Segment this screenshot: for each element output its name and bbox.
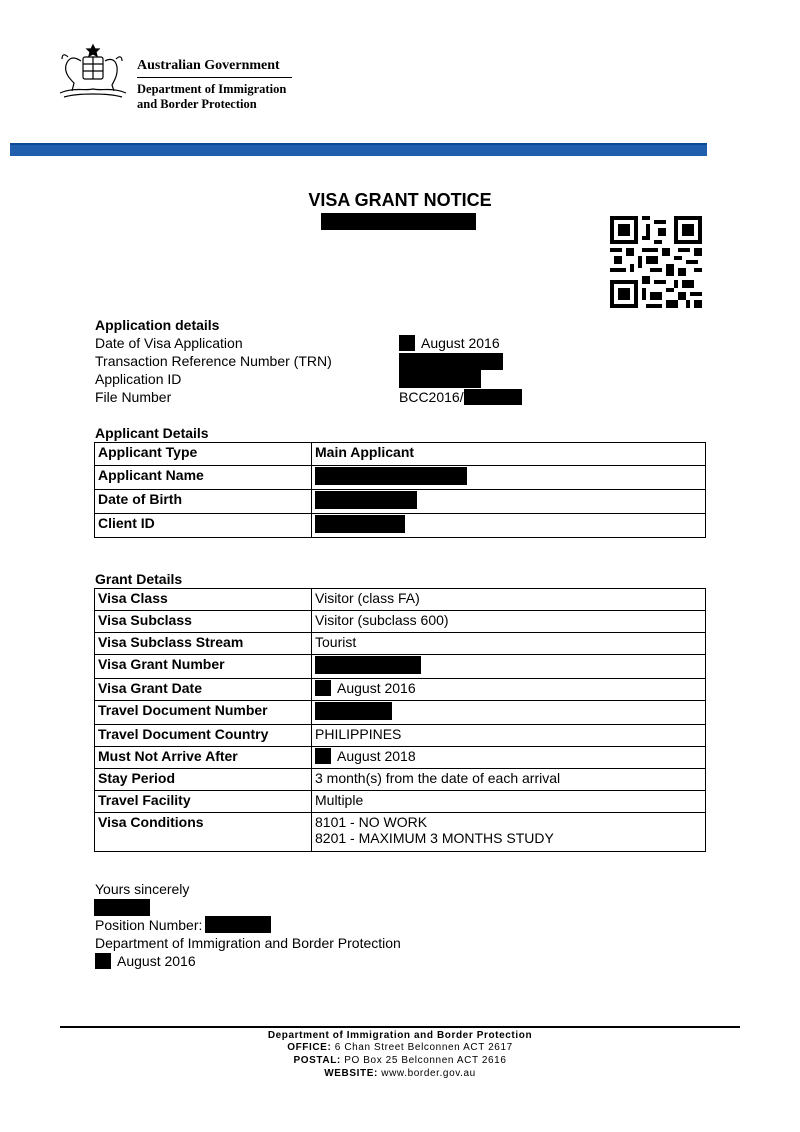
visa-condition-item: 8201 - MAXIMUM 3 MONTHS STUDY bbox=[315, 830, 554, 846]
table-row bbox=[95, 701, 706, 725]
applicant-name-label: Applicant Name bbox=[95, 466, 312, 490]
must-not-arrive-after-value: August 2018 bbox=[312, 747, 706, 769]
travel-facility-label: Travel Facility bbox=[95, 791, 312, 813]
visa-grant-number-value bbox=[312, 655, 706, 679]
redaction-box bbox=[321, 213, 476, 230]
applicant-details-table bbox=[94, 442, 706, 538]
department-name-line2: and Border Protection bbox=[137, 97, 257, 111]
redaction-box bbox=[464, 389, 522, 405]
redaction-box bbox=[315, 680, 331, 696]
application-details-heading: Application details bbox=[95, 317, 220, 333]
travel-document-number-label: Travel Document Number bbox=[95, 701, 312, 725]
table-row bbox=[95, 725, 706, 747]
table-row bbox=[95, 611, 706, 633]
redaction-box bbox=[205, 916, 271, 933]
redaction-box bbox=[399, 370, 481, 388]
redaction-box bbox=[315, 748, 331, 764]
redaction-box bbox=[315, 491, 417, 509]
visa-grant-number-label: Visa Grant Number bbox=[95, 655, 312, 679]
stay-period-value: 3 month(s) from the date of each arrival bbox=[312, 769, 706, 791]
visa-conditions-value bbox=[312, 813, 706, 852]
applicant-type-label: Applicant Type bbox=[95, 443, 312, 466]
closing-text: Yours sincerely bbox=[95, 881, 190, 897]
redaction-box bbox=[315, 515, 405, 533]
footer-postal: POSTAL: PO Box 25 Belconnen ACT 2616 bbox=[293, 1055, 507, 1066]
header-rule bbox=[137, 77, 292, 78]
travel-facility-value: Multiple bbox=[312, 791, 706, 813]
table-row bbox=[95, 633, 706, 655]
grant-details-heading: Grant Details bbox=[95, 571, 183, 587]
trn-label: Transaction Reference Number (TRN) bbox=[95, 353, 332, 369]
date-of-birth-label: Date of Birth bbox=[95, 490, 312, 514]
applicant-name-value bbox=[312, 466, 706, 490]
redaction-box bbox=[399, 335, 415, 351]
signoff-department: Department of Immigration and Border Protection bbox=[95, 935, 401, 951]
visa-subclass-label: Visa Subclass bbox=[95, 611, 312, 633]
position-number: Position Number: bbox=[95, 916, 271, 934]
table-row bbox=[95, 466, 706, 490]
department-name-line1: Department of Immigration bbox=[137, 82, 287, 96]
table-row bbox=[95, 747, 706, 769]
redaction-box bbox=[399, 353, 503, 370]
redaction-box bbox=[315, 656, 421, 674]
travel-document-number-value bbox=[312, 701, 706, 725]
client-id-label: Client ID bbox=[95, 514, 312, 538]
table-row bbox=[95, 490, 706, 514]
file-number-value: BCC2016/ bbox=[399, 388, 522, 406]
footer-department: Department of Immigration and Border Protection bbox=[267, 1030, 533, 1041]
travel-document-country-value: PHILIPPINES bbox=[312, 725, 706, 747]
visa-subclass-stream-value: Tourist bbox=[312, 633, 706, 655]
must-not-arrive-after-label: Must Not Arrive After bbox=[95, 747, 312, 769]
page-title: VISA GRANT NOTICE bbox=[308, 190, 492, 210]
qr-code-icon bbox=[610, 216, 702, 308]
table-row bbox=[95, 655, 706, 679]
table-row bbox=[95, 679, 706, 701]
coat-of-arms-icon bbox=[54, 43, 132, 101]
applicant-type-value: Main Applicant bbox=[312, 443, 706, 466]
table-row bbox=[95, 443, 706, 466]
file-number-label: File Number bbox=[95, 389, 172, 405]
table-row bbox=[95, 813, 706, 852]
visa-subclass-value: Visitor (subclass 600) bbox=[312, 611, 706, 633]
redaction-box bbox=[315, 702, 392, 720]
government-title: Australian Government bbox=[137, 58, 280, 73]
table-row bbox=[95, 769, 706, 791]
visa-application-date-label: Date of Visa Application bbox=[95, 335, 243, 351]
table-row bbox=[95, 791, 706, 813]
footer-website: WEBSITE: www.border.gov.au bbox=[324, 1068, 476, 1079]
date-of-birth-value bbox=[312, 490, 706, 514]
table-row bbox=[95, 514, 706, 538]
footer-rule bbox=[60, 1026, 740, 1028]
visa-grant-date-value: August 2016 bbox=[312, 679, 706, 701]
grant-details-table bbox=[94, 588, 706, 852]
client-id-value bbox=[312, 514, 706, 538]
application-id-label: Application ID bbox=[95, 371, 182, 387]
table-row bbox=[95, 589, 706, 611]
visa-class-label: Visa Class bbox=[95, 589, 312, 611]
visa-subclass-stream-label: Visa Subclass Stream bbox=[95, 633, 312, 655]
visa-application-date-value: August 2016 bbox=[399, 334, 500, 352]
redaction-box bbox=[94, 899, 150, 916]
travel-document-country-label: Travel Document Country bbox=[95, 725, 312, 747]
header-band bbox=[10, 143, 707, 156]
redaction-box bbox=[315, 467, 467, 485]
visa-class-value: Visitor (class FA) bbox=[312, 589, 706, 611]
footer-office: OFFICE: 6 Chan Street Belconnen ACT 2617 bbox=[287, 1042, 513, 1053]
stay-period-label: Stay Period bbox=[95, 769, 312, 791]
applicant-details-heading: Applicant Details bbox=[95, 425, 209, 441]
visa-grant-date-label: Visa Grant Date bbox=[95, 679, 312, 701]
visa-conditions-label: Visa Conditions bbox=[95, 813, 312, 852]
signoff-date: August 2016 bbox=[95, 952, 196, 970]
redaction-box bbox=[95, 953, 111, 969]
visa-condition-item: 8101 - NO WORK bbox=[315, 814, 428, 830]
